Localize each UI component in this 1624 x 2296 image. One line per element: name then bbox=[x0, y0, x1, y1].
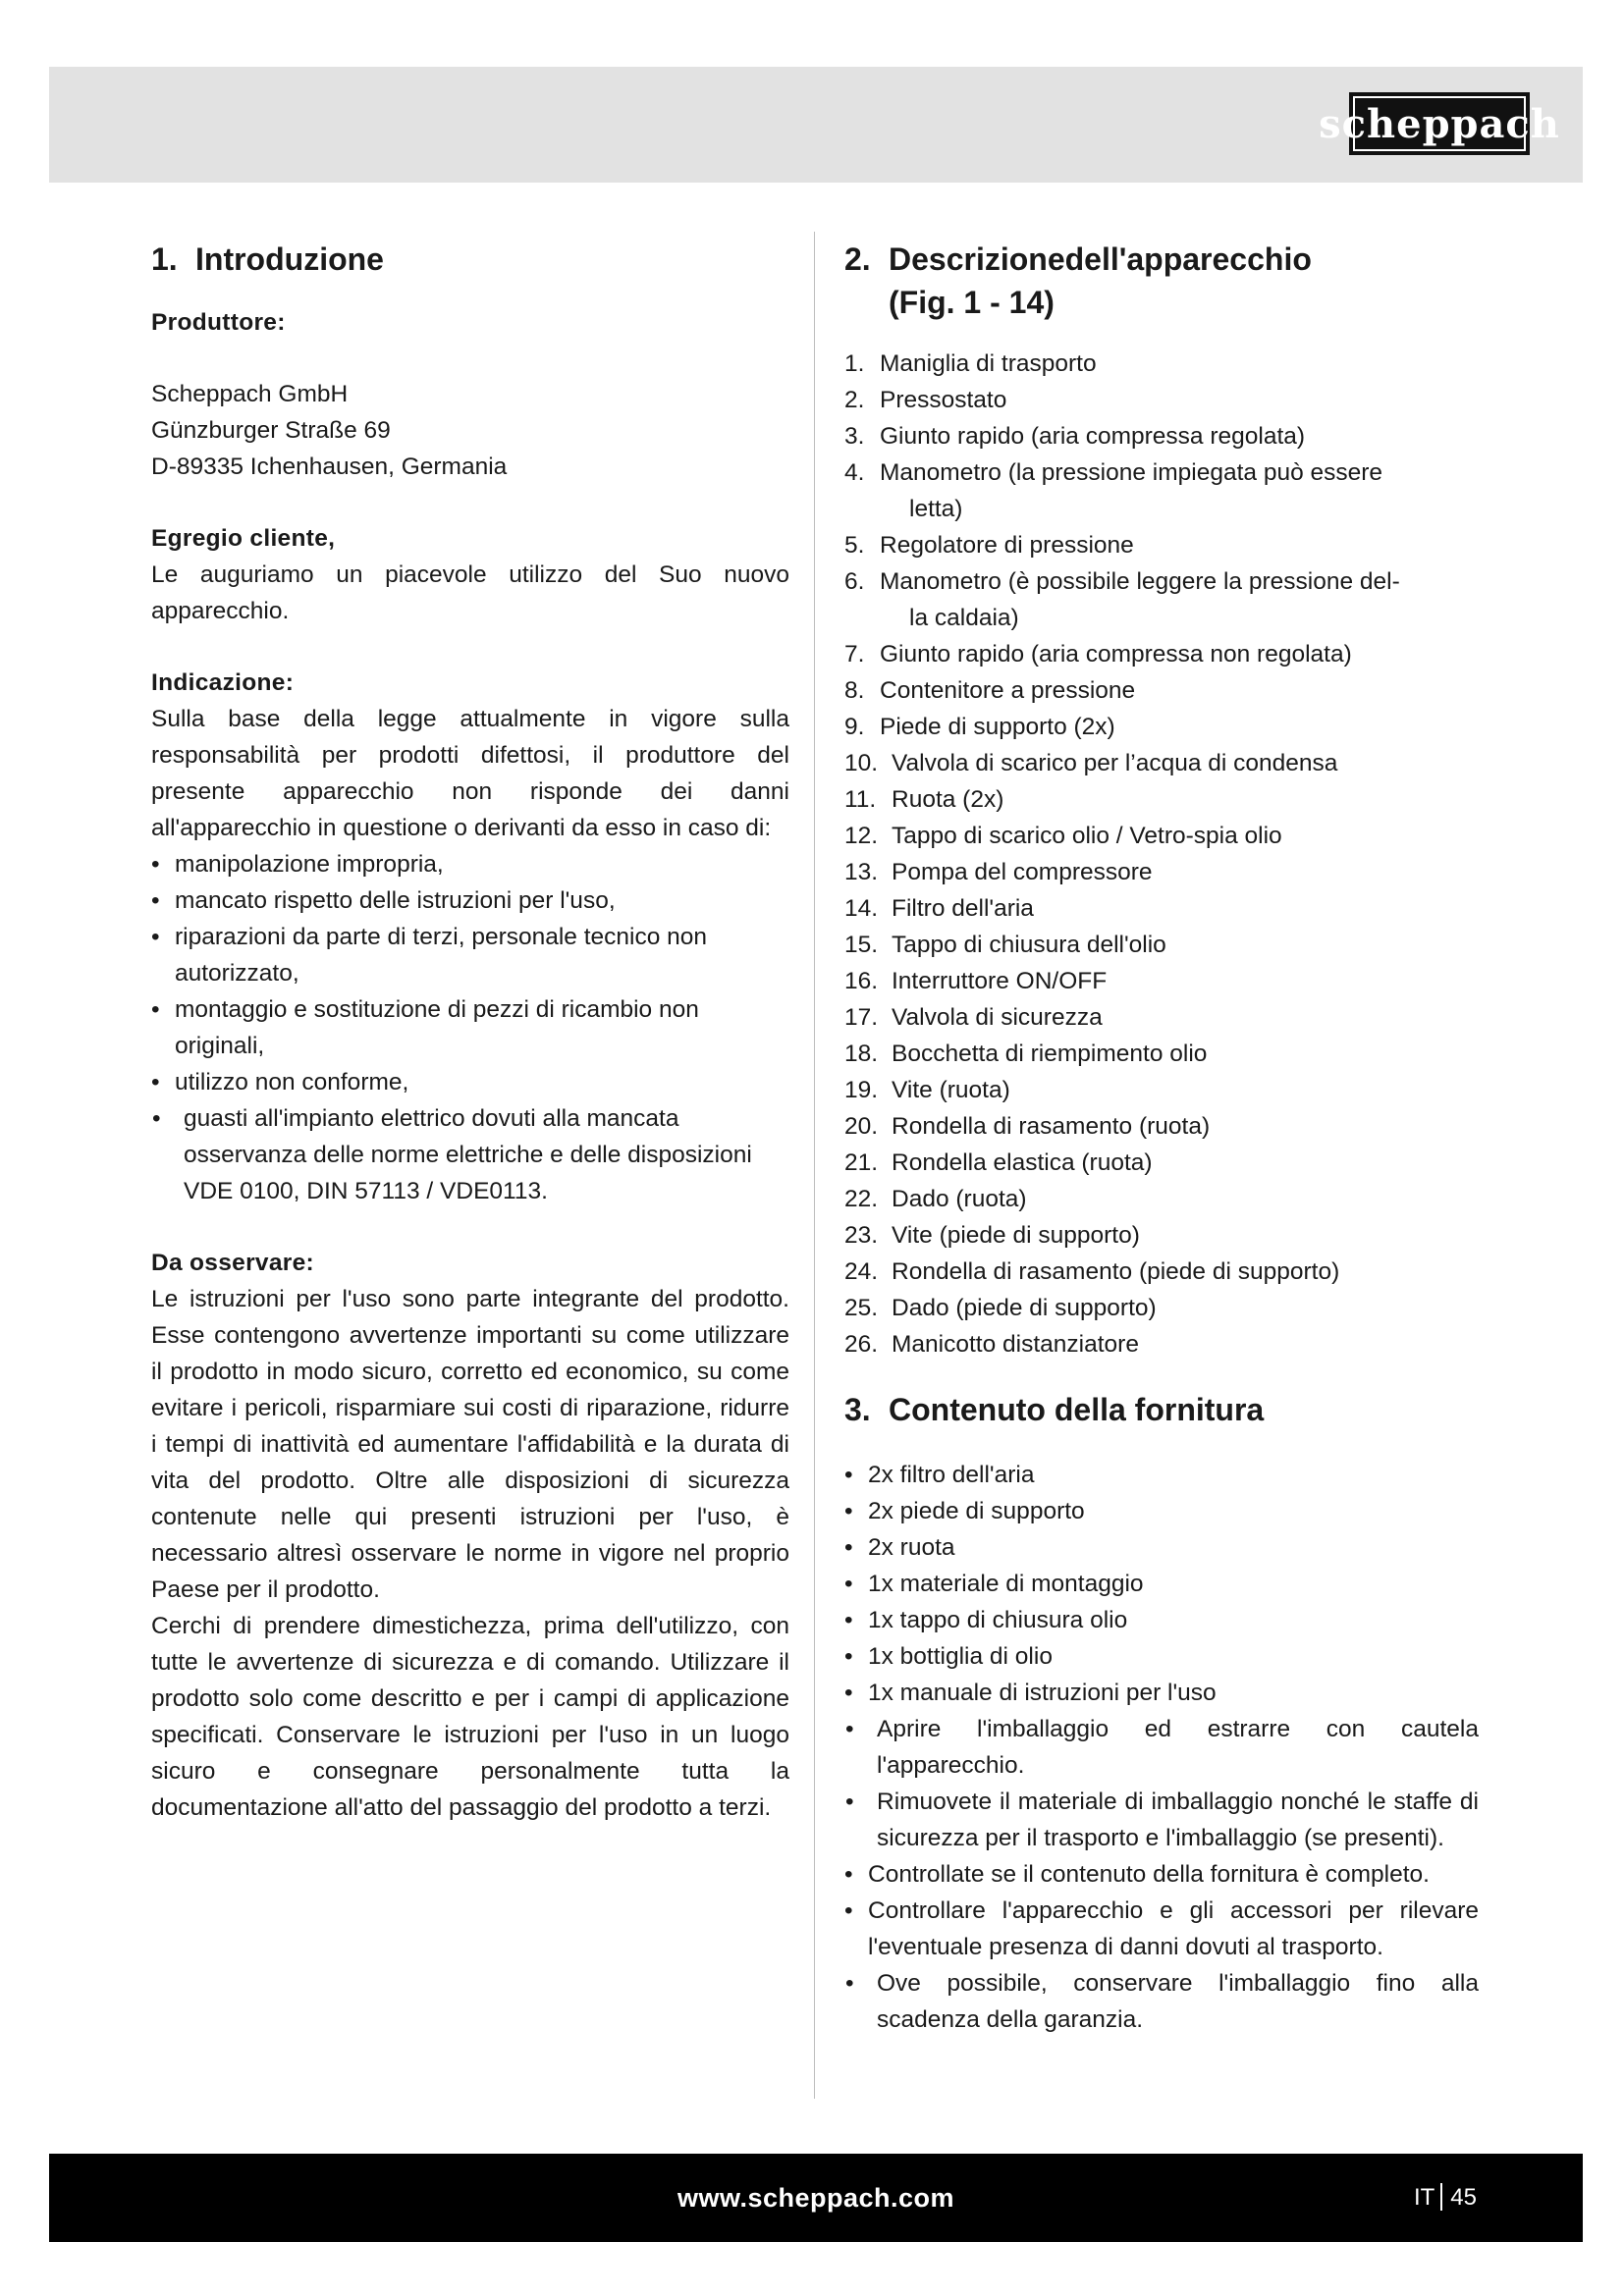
page-indicator bbox=[1414, 2154, 1477, 2242]
section-2-figure-ref: (Fig. 1 - 14) bbox=[889, 285, 1055, 320]
component-list bbox=[844, 346, 1479, 1362]
manufacturer-label: Produttore: bbox=[151, 309, 286, 336]
supply-list bbox=[844, 1457, 1479, 2038]
list-item: 25. Dado (piede di supporto) bbox=[844, 1295, 1157, 1321]
section-3-title: Contenuto della fornitura bbox=[889, 1392, 1265, 1427]
list-item: 18. Bocchetta di riempimento olio bbox=[844, 1041, 1208, 1067]
list-item: • Controllare l'apparecchio e gli accessori per rilevare l'eventuale presenza di danni dovuti al trasporto. bbox=[844, 1893, 1479, 1965]
list-item: • mancato rispetto delle istruzioni per l'uso, bbox=[151, 882, 789, 919]
list-item: 10. Valvola di scarico per l’acqua di condensa bbox=[844, 750, 1338, 776]
list-item: 15. Tappo di chiusura dell'olio bbox=[844, 932, 1166, 958]
scheppach-logo: scheppach bbox=[1349, 92, 1530, 155]
indication-label: Indicazione: bbox=[151, 669, 295, 696]
list-item: 1. Maniglia di trasporto bbox=[844, 350, 1097, 377]
column-divider bbox=[814, 232, 815, 2099]
observe-text-2: Cerchi di prendere dimestichezza, prima dell'utilizzo, con tutte le avvertenze di sicurezza e di comando. Utilizzare il prodotto solo come descritto e per i campi di applicazione specificati. Conservare le istruzioni per l'uso in un luogo sicuro e consegnare personalmente tutta la documentazione all'atto del passaggio del prodotto a terzi. bbox=[151, 1613, 789, 1821]
list-item: • Controllate se il contenuto della fornitura è completo. bbox=[844, 1856, 1479, 1893]
list-item: 22. Dado (ruota) bbox=[844, 1186, 1027, 1212]
list-item: • guasti all'impianto elettrico dovuti alla mancata osservanza delle norme elettriche e delle disposizioni VDE 0100, DIN 57113 / VDE0113. bbox=[151, 1100, 789, 1209]
list-item: • 1x manuale di istruzioni per l'uso bbox=[844, 1675, 1479, 1711]
list-item: 7. Giunto rapido (aria compressa non regolata) bbox=[844, 641, 1352, 667]
list-item: • utilizzo non conforme, bbox=[151, 1064, 789, 1100]
list-item: 6. Manometro (è possibile leggere la pressione del- la caldaia) bbox=[844, 568, 1400, 631]
list-item: 9. Piede di supporto (2x) bbox=[844, 714, 1115, 740]
right-column bbox=[844, 238, 1479, 2038]
footer-band bbox=[49, 2154, 1583, 2242]
manufacturer-address bbox=[151, 376, 789, 485]
list-item: 8. Contenitore a pressione bbox=[844, 677, 1136, 704]
greeting-label: Egregio cliente, bbox=[151, 525, 336, 552]
list-item: • montaggio e sostituzione di pezzi di ricambio non originali, bbox=[151, 991, 789, 1064]
list-item: 12. Tappo di scarico olio / Vetro-spia olio bbox=[844, 823, 1282, 849]
list-item: • riparazioni da parte di terzi, personale tecnico non autorizzato, bbox=[151, 919, 789, 991]
list-item: 14. Filtro dell'aria bbox=[844, 895, 1034, 922]
indication-list bbox=[151, 846, 789, 1209]
left-column bbox=[151, 238, 789, 1826]
list-item: 20. Rondella di rasamento (ruota) bbox=[844, 1113, 1211, 1140]
language-code: IT bbox=[1413, 2184, 1435, 2211]
list-item: 4. Manometro (la pressione impiegata può essere letta) bbox=[844, 459, 1383, 522]
address-line: Scheppach GmbH bbox=[151, 381, 349, 407]
list-item: 3. Giunto rapido (aria compressa regolata) bbox=[844, 423, 1306, 450]
list-item: 2. Pressostato bbox=[844, 387, 1007, 413]
page-number: 45 bbox=[1450, 2184, 1477, 2211]
greeting-text: Le auguriamo un piacevole utilizzo del Suo nuovo apparecchio. bbox=[151, 561, 789, 624]
list-item: • 1x tappo di chiusura olio bbox=[844, 1602, 1479, 1638]
list-item: 11. Ruota (2x) bbox=[844, 786, 1004, 813]
header-band bbox=[49, 67, 1583, 183]
observe-label: Da osservare: bbox=[151, 1250, 314, 1276]
section-1-heading: 1. Introduzione bbox=[151, 238, 789, 281]
list-item: 5. Regolatore di pressione bbox=[844, 532, 1134, 559]
list-item: • Rimuovete il materiale di imballaggio nonché le staffe di sicurezza per il trasporto e l'imballaggio (se presenti). bbox=[844, 1784, 1479, 1856]
list-item: • 2x ruota bbox=[844, 1529, 1479, 1566]
list-item: 23. Vite (piede di supporto) bbox=[844, 1222, 1140, 1249]
list-item: 21. Rondella elastica (ruota) bbox=[844, 1149, 1153, 1176]
list-item: • 1x materiale di montaggio bbox=[844, 1566, 1479, 1602]
list-item: 16. Interruttore ON/OFF bbox=[844, 968, 1108, 994]
section-1-title: Introduzione bbox=[195, 241, 384, 277]
page-separator bbox=[1440, 2183, 1442, 2211]
list-item: • 1x bottiglia di olio bbox=[844, 1638, 1479, 1675]
section-2-heading: 2. Descrizionedell'apparecchio (Fig. 1 - 14) bbox=[844, 238, 1479, 324]
list-item: • Ove possibile, conservare l'imballaggio fino alla scadenza della garanzia. bbox=[844, 1965, 1479, 2038]
list-item: • manipolazione impropria, bbox=[151, 846, 789, 882]
list-item: 19. Vite (ruota) bbox=[844, 1077, 1010, 1103]
website-url[interactable]: www.scheppach.com bbox=[677, 2183, 955, 2213]
list-item: 26. Manicotto distanziatore bbox=[844, 1331, 1139, 1358]
section-2-title: Descrizionedell'apparecchio bbox=[889, 241, 1312, 277]
list-item: • Aprire l'imballaggio ed estrarre con cautela l'apparecchio. bbox=[844, 1711, 1479, 1784]
list-item: 17. Valvola di sicurezza bbox=[844, 1004, 1103, 1031]
list-item: • 2x filtro dell'aria bbox=[844, 1457, 1479, 1493]
list-item: • 2x piede di supporto bbox=[844, 1493, 1479, 1529]
address-line: Günzburger Straße 69 bbox=[151, 417, 391, 444]
list-item: 13. Pompa del compressore bbox=[844, 859, 1153, 885]
address-line: D-89335 Ichenhausen, Germania bbox=[151, 454, 508, 480]
list-item: 24. Rondella di rasamento (piede di supporto) bbox=[844, 1258, 1340, 1285]
observe-text: Le istruzioni per l'uso sono parte integrante del prodotto. Esse contengono avvertenze importanti su come utilizzare il prodotto in modo sicuro, corretto ed economico, su come evitare i pericoli, risparmiare sui costi di riparazione, ridurre i tempi di inattività ed aumentare l'affidabilità e la durata di vita del prodotto. Oltre alle disposizioni di sicurezza contenute nelle qui presenti istruzioni per l'uso, è necessario altresì osservare le norme in vigore nel proprio Paese per il prodotto. bbox=[151, 1286, 789, 1603]
indication-text: Sulla base della legge attualmente in vigore sulla responsabilità per prodotti difettosi, il produttore del presente apparecchio non risponde dei danni all'apparecchio in questione o derivanti da esso in caso di: bbox=[151, 706, 789, 841]
section-3-heading: 3. Contenuto della fornitura bbox=[844, 1388, 1479, 1431]
